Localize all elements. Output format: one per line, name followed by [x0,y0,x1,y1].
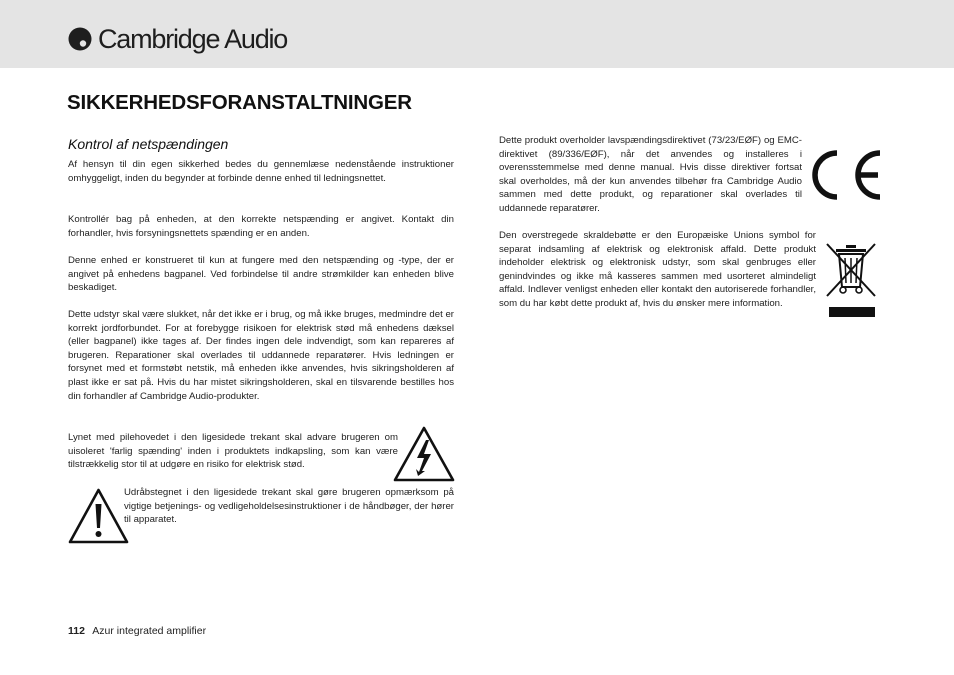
cambridge-audio-logo-icon [68,27,92,51]
paragraph-voltage-check: Kontrollér bag på enheden, at den korrekte netspænding er angivet. Kontakt din forhandler, hvis forsyningsnettets spænding er en anden. [68,214,454,239]
lightning-warning-triangle-icon [392,425,456,483]
page-title: SIKKERHEDSFORANSTALTNINGER [67,91,412,114]
page-number: 112 [68,625,85,637]
weee-bar-marking [829,307,875,317]
paragraph-intro: Af hensyn til din egen sikkerhed bedes du gennemlæse nedenstående instruktioner omhyggeligt, inden du begynder at forbinde denne enhed til ledningsnettet. [68,159,454,184]
paragraph-lightning: Lynet med pilehovedet i den ligesidede trekant skal advare brugeren om uisoleret 'farlig spænding' inden i produktets indkapsling, som kan være tilstrækkelig stor til at udgøre en risiko for elektrisk stød. [68,432,398,471]
brand-name: Cambridge Audio [98,24,288,54]
paragraph-safety: Dette udstyr skal være slukket, når det ikke er i brug, og må ikke bruges, medmindre det er korrekt jordforbundet. For at forebygge risikoen for elektrisk stød må enhedens dæksel (eller bagpanel) ikke tages af. Der findes ingen dele indvendigt, som kan repareres af brugeren. Reparationer skal overlades til uddannede reparatører. Hvis ledningen er forsynet med et formstøbt netstik, må enheden ikke anvendes, hvis sikringsholderen af plast ikke er sat på. Hvis du har mistet sikringsholderen, skal en tilsvarende bestilles hos din forhandler af Cambridge Audio-produkter. [68,309,454,402]
paragraph-power-source: Denne enhed er konstrueret til kun at fungere med den netspænding og -type, der er angivet på enhedens bagpanel. Ved forbindelse til andre strømkilder kan enheden blive beskadiget. [68,255,454,294]
exclamation-warning-triangle-icon [67,487,130,545]
crossed-out-bin-icon [822,240,880,300]
paragraph-exclamation: Udråbstegnet i den ligesidede trekant skal gøre brugeren opmærksom på vigtige betjenings- og vedligeholdelsesinstruktioner i de håndbøger, der hører til apparatet. [124,487,454,526]
product-name: Azur integrated amplifier [92,625,207,637]
paragraph-weee: Den overstregede skraldebøtte er den Europæiske Unions symbol for separat indsamling af elektrisk og elektronisk affald. Dette produkt indeholder elektrisk og elektronisk udstyr, som skal genbruges eller genindvindes og ikke må kasseres sammen med usorteret almindeligt affald. Indlever venligst enheden eller kontakt den autoriserede forhandler, som du har købt dette produkt af, hvis du ønsker mere information. [499,230,816,309]
brand-logo [68,24,287,54]
section-title: Kontrol af netspændingen [68,136,229,152]
page-footer [68,625,206,637]
ce-mark-icon [808,146,886,204]
paragraph-ce-compliance: Dette produkt overholder lavspændingsdirektivet (73/23/EØF) og EMC-direktivet (89/336/EØF), når det anvendes og installeres i overensstemmelse med denne manual. Hvis disse direktiver fortsat skal overholdes, må der kun anvendes tilbehør fra Cambridge Audio sammen med dette produkt, og reparationer skal overlades til uddannede reparatører. [499,135,802,214]
